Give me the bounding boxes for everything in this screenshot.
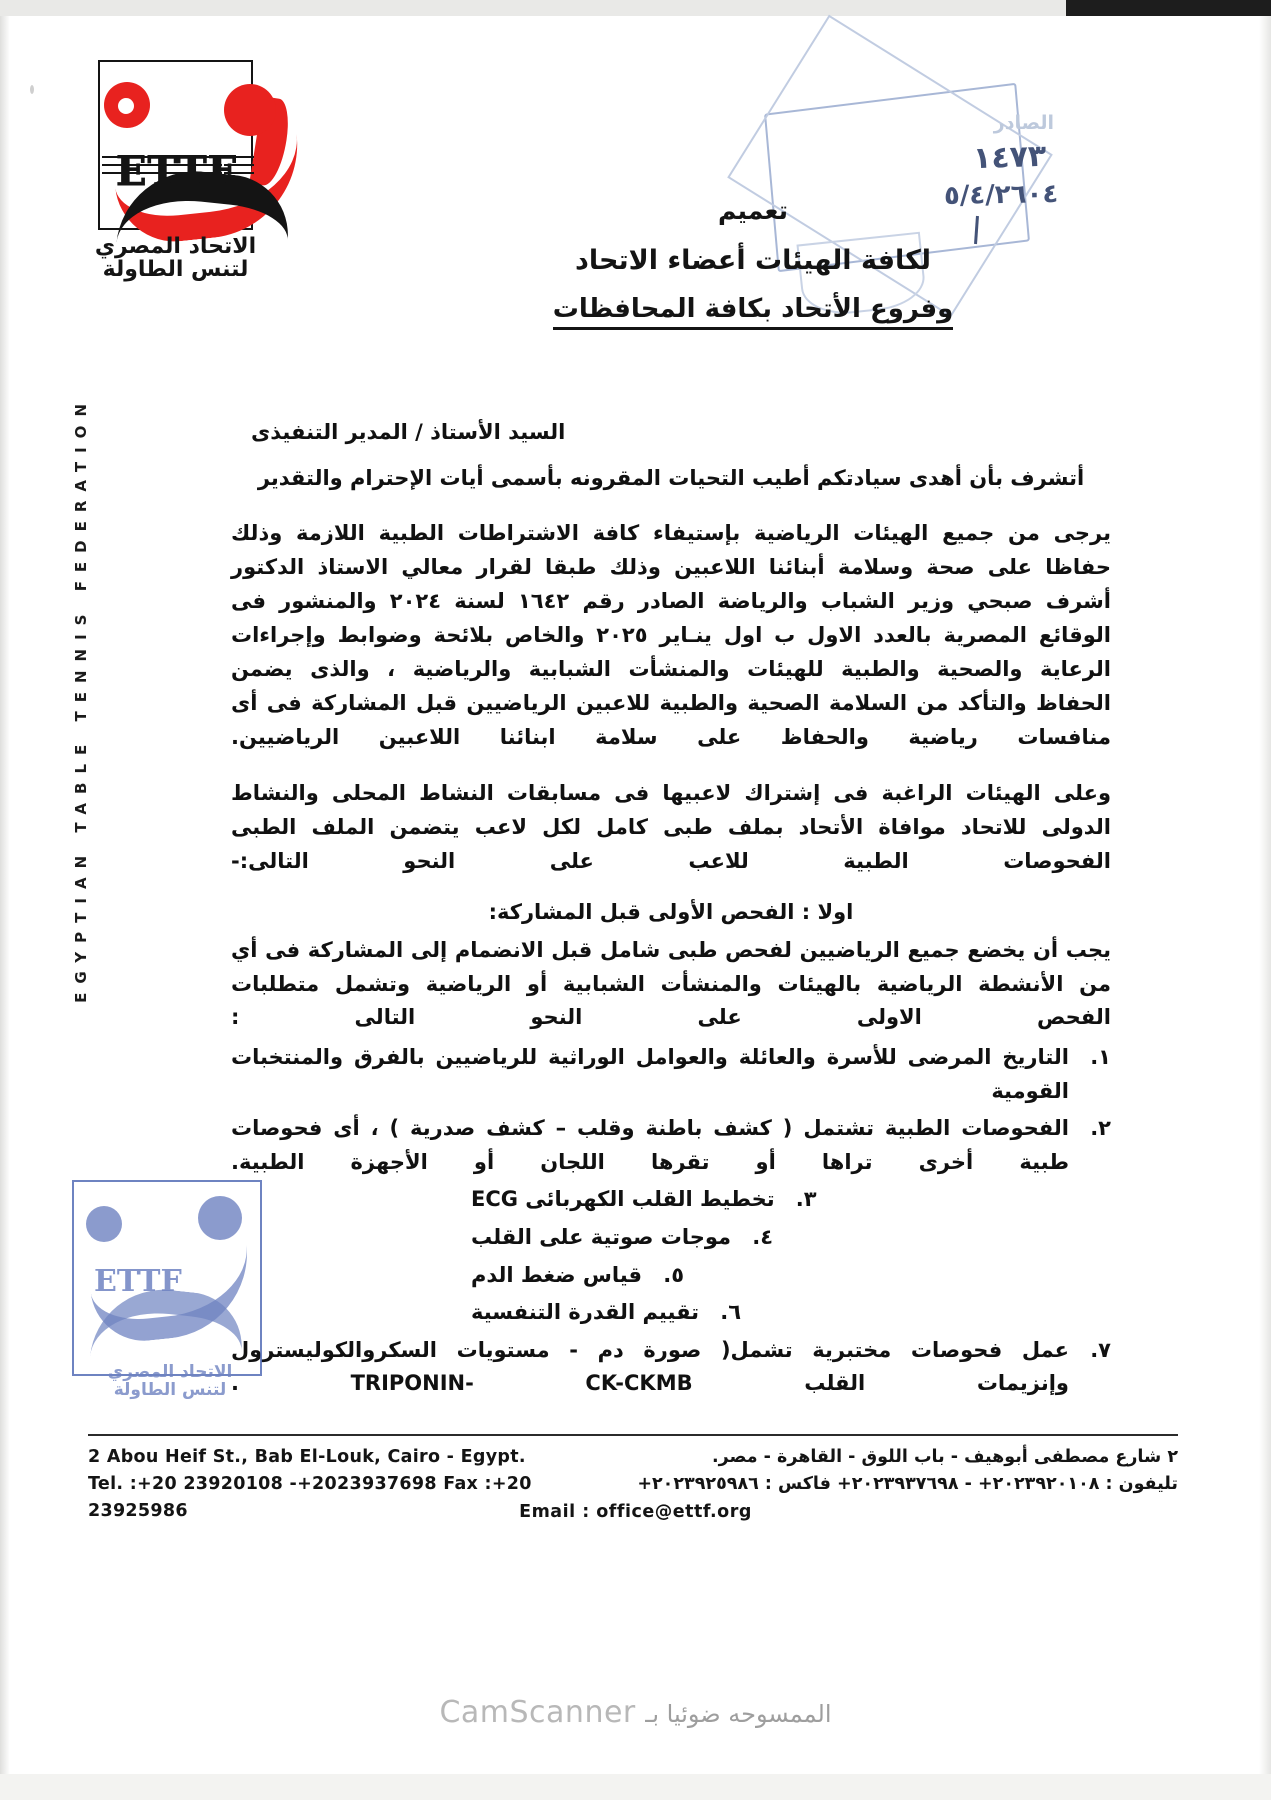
greeting-paragraph: أتشرف بأن أهدى سيادتكم أطيب التحيات المقرونه بأسمى أيات الإحترام والتقدير — [257, 466, 1085, 490]
list-item-number: ٧. — [1090, 1337, 1111, 1362]
list-item — [231, 1334, 1111, 1401]
addressee-line-2: وفروع الأتحاد بكافة المحافظات — [553, 294, 954, 330]
list-item-number: ٦. — [720, 1300, 742, 1325]
list-item-text: موجات صوتية على القلب — [471, 1224, 732, 1249]
footer-arabic-contact — [618, 1444, 1178, 1498]
footer-divider — [88, 1434, 1178, 1436]
list-item-text: تقييم القدرة التنفسية — [471, 1300, 700, 1325]
logo-acronym: ETTF — [116, 148, 237, 195]
list-item-number: ١. — [1090, 1044, 1111, 1069]
footer-address-en: 2 Abou Heif St., Bab El-Louk, Cairo - Egypt. — [88, 1447, 526, 1467]
logo-ball-icon — [224, 84, 276, 136]
section-label: اولا : — [801, 900, 854, 925]
logo-arabic-line-2: لتنس الطاولة — [102, 257, 249, 283]
footer-phone-en: Tel. :+20 23920108 -+2023937698 Fax :+20 23925986 — [88, 1474, 532, 1522]
watermark-arabic: الممسوحه ضوئيا بـ — [645, 1700, 832, 1728]
document-body — [231, 420, 1111, 1405]
list-item-number: ٥. — [663, 1262, 685, 1287]
list-item — [231, 1221, 1111, 1255]
footer-phone-ar: تليفون : ٢٠٢٣٩٢٠١٠٨+ - ٢٠٢٣٩٣٧٦٩٨+ فاكس : ٢٠٢٣٩٢٥٩٨٦+ — [637, 1474, 1178, 1495]
logo-arabic-line-1: الاتحاد المصري — [94, 234, 257, 259]
list-item-number: ٣. — [795, 1187, 817, 1212]
section-heading — [231, 900, 1111, 924]
scan-edge-top — [0, 0, 1271, 16]
paragraph-3: يجب أن يخضع جميع الرياضيين لفحص طبى شامل قبل الانضمام إلى المشاركة فى أي من الأنشطة الرياضية بالهيئات والمنشأت الشبابية أو الرياضية وتشمل متطلبات الفحص الاولى على النحو التالى : — [231, 938, 1111, 1030]
list-item — [231, 1112, 1111, 1179]
salutation: السيد الأستاذ / المدير التنفيذى — [251, 420, 566, 444]
blue-stamp-head-icon — [86, 1206, 122, 1242]
document-header — [0, 196, 1271, 330]
stamp-date: ٥/٤/٢٦٠٤ — [943, 179, 1059, 211]
blue-stamp-ball-icon — [198, 1196, 242, 1240]
federation-vertical-name: EGYPTIAN TABLE TENNIS FEDERATION — [72, 395, 90, 1003]
blue-stamp-acronym: ETTF — [94, 1264, 182, 1299]
list-item — [231, 1183, 1111, 1217]
list-item-text: قياس ضغط الدم — [471, 1262, 643, 1287]
watermark-brand: CamScanner — [439, 1695, 636, 1730]
paragraph-2: وعلى الهيئات الراغبة فى إشتراك لاعبيها فى مسابقات النشاط المحلى والنشاط الدولى للاتحاد موافاة الأتحاد بملف طبى كامل لكل لاعب يتضمن الملف الطبى الفحوصات الطبية للاعب على النحو التالى:- — [231, 781, 1111, 874]
scan-speck — [30, 85, 34, 94]
list-item — [231, 1259, 1111, 1293]
stamp-number: ١٤٧٣ — [972, 138, 1047, 177]
document-title: تعميم — [717, 196, 789, 225]
list-item-text: عمل فحوصات مختبرية تشمل( صورة دم - مستويات السكروالكوليسترول وإنزيمات القلب TRIPONIN- CK-CKMB . — [231, 1337, 1069, 1396]
official-blue-stamp — [50, 1178, 310, 1428]
camscanner-watermark — [0, 1695, 1271, 1730]
examination-requirements-list — [231, 1041, 1111, 1401]
list-item-text: التاريخ المرضى للأسرة والعائلة والعوامل الوراثية للرياضيين بالفرق والمنتخبات القومية — [231, 1044, 1069, 1103]
scan-edge-bottom — [0, 1774, 1271, 1800]
addressee-line-1: لكافة الهيئات أعضاء الاتحاد — [575, 245, 931, 276]
list-item — [231, 1296, 1111, 1330]
list-item — [231, 1041, 1111, 1108]
blue-stamp-arabic-line-1: الاتحاد المصري — [107, 1362, 233, 1382]
list-item-text: تخطيط القلب الكهربائى ECG — [471, 1187, 775, 1212]
blue-stamp-arabic-name — [60, 1364, 280, 1400]
stamp-label: الصادر — [993, 112, 1054, 134]
blue-stamp-arabic-line-2: لتنس الطاولة — [113, 1379, 227, 1400]
list-item-number: ٢. — [1090, 1116, 1111, 1141]
list-item-number: ٤. — [752, 1224, 774, 1249]
paragraph-1: يرجى من جميع الهيئات الرياضية بإستيفاء كافة الاشتراطات الطبية اللازمة وذلك حفاظا على صحة وسلامة أبنائنا اللاعبين وذلك طبقا لقرار معالي الاستاذ الدكتور أشرف صبحي وزير الشباب والرياضة الصادر رقم ١٦٤٢ لسنة ٢٠٢٤ والمنشور فى الوقائع المصرية بالعدد الاول ب اول ينـاير ٢٠٢٥ والخاص بلائحة وضوابط وإجراءات الرعاية والصحية والطبية للهيئات والمنشأت الشبابية والرياضية ، والذى يضمن الحفاظ والتأكد من السلامة الصحية والطبية للاعبين الرياضيين قبل المشاركة فى أى منافسات رياضية والحفاظ على سلامة ابنائنا اللاعبين الرياضيين. — [231, 521, 1112, 750]
list-item-text: الفحوصات الطبية تشتمل ( كشف باطنة وقلب – كشف صدرية ) ، أى فحوصات طبية أخرى تراها أو تقرها اللجان أو الأجهزة الطبية. — [231, 1116, 1069, 1174]
logo-head-inner-icon — [118, 98, 134, 114]
section-title: الفحص الأولى قبل المشاركة: — [488, 900, 795, 925]
footer-address-ar: ٢ شارع مصطفى أبوهيف - باب اللوق - القاهرة - مصر. — [711, 1447, 1178, 1467]
footer-email: Email : office@ettf.org — [519, 1502, 752, 1522]
